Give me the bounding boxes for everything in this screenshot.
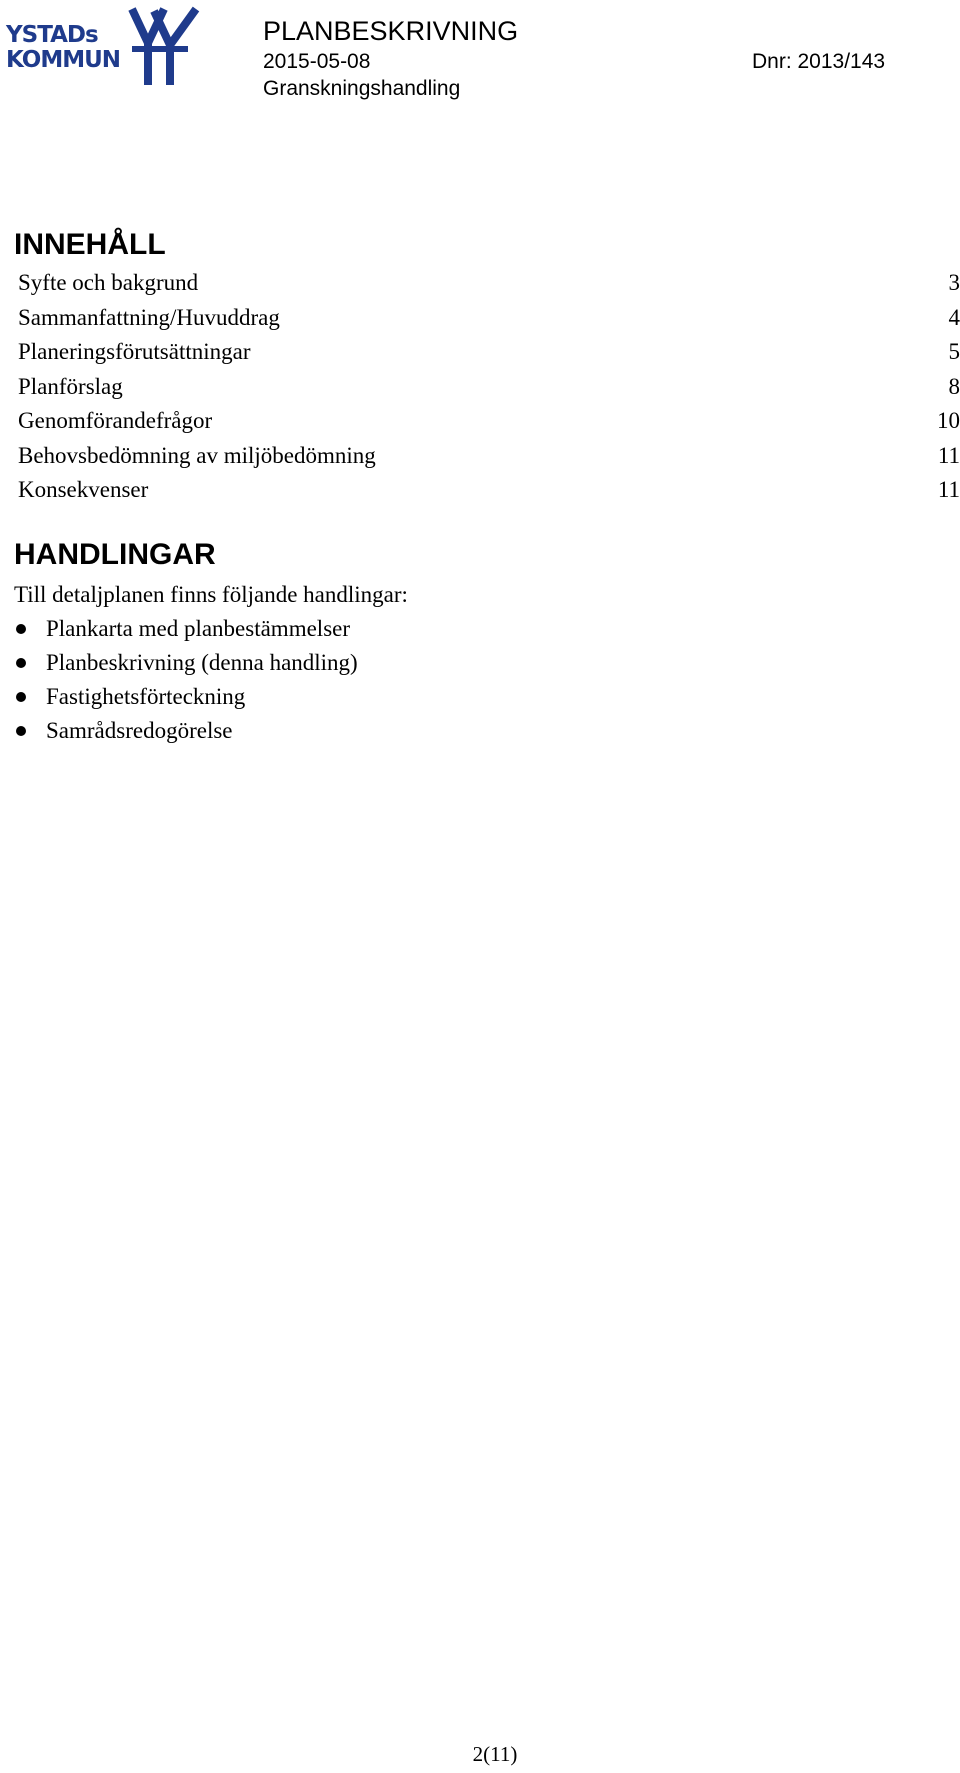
list-item: [14, 648, 358, 682]
toc-row: [18, 441, 960, 476]
toc-row: [18, 475, 960, 510]
toc-row: [18, 406, 960, 441]
toc-page: 11: [937, 442, 960, 468]
list-item-label: Samrådsredogörelse: [46, 718, 233, 743]
toc-page: 11: [937, 477, 960, 502]
documents-intro: Till detaljplanen finns följande handlingar:: [14, 582, 408, 607]
toc-row: [18, 268, 960, 303]
list-item: [14, 614, 358, 648]
list-item-label: Fastighetsförteckning: [46, 684, 246, 709]
document-date: 2015-05-08: [263, 50, 371, 73]
logo-line-2: KOMMUN: [6, 47, 121, 73]
toc-label: Planeringsförutsättningar: [18, 339, 251, 364]
toc-label: Sammanfattning/Huvuddrag: [18, 304, 280, 330]
toc-label: Konsekvenser: [18, 477, 149, 502]
logo-emblem-icon: [124, 5, 202, 85]
toc-label: Behovsbedömning av miljöbedömning: [18, 442, 376, 468]
toc-row: [18, 303, 960, 338]
list-item: [14, 682, 358, 716]
toc-page: 4: [948, 304, 960, 330]
toc-page: 3: [948, 270, 960, 295]
toc-row: [18, 337, 960, 372]
list-item-label: Planbeskrivning (denna handling): [46, 650, 358, 675]
toc-label: Genomförandefrågor: [18, 408, 213, 433]
documents-list: [14, 614, 358, 750]
toc-label: Planförslag: [18, 373, 123, 399]
toc-page: 8: [948, 373, 960, 399]
bullet-icon: [16, 726, 26, 736]
document-title: PLANBESKRIVNING: [263, 16, 519, 46]
toc-label: Syfte och bakgrund: [18, 270, 199, 295]
document-number: Dnr: 2013/143: [752, 50, 886, 73]
contents-heading: INNEHÅLL: [14, 228, 166, 261]
toc-row: [18, 372, 960, 407]
bullet-icon: [16, 692, 26, 702]
page-number: 2(11): [472, 1742, 518, 1766]
bullet-icon: [16, 624, 26, 634]
table-of-contents: [18, 268, 960, 510]
toc-page: 5: [948, 339, 960, 364]
logo-line-1: YSTADs: [6, 22, 98, 48]
logo-wordmark: [6, 23, 120, 73]
list-item-label: Plankarta med planbestämmelser: [46, 616, 351, 641]
list-item: [14, 716, 358, 750]
toc-page: 10: [937, 408, 960, 433]
bullet-icon: [16, 658, 26, 668]
municipality-logo: [6, 5, 202, 87]
documents-heading: HANDLINGAR: [14, 538, 216, 571]
document-status: Granskningshandling: [263, 77, 461, 100]
